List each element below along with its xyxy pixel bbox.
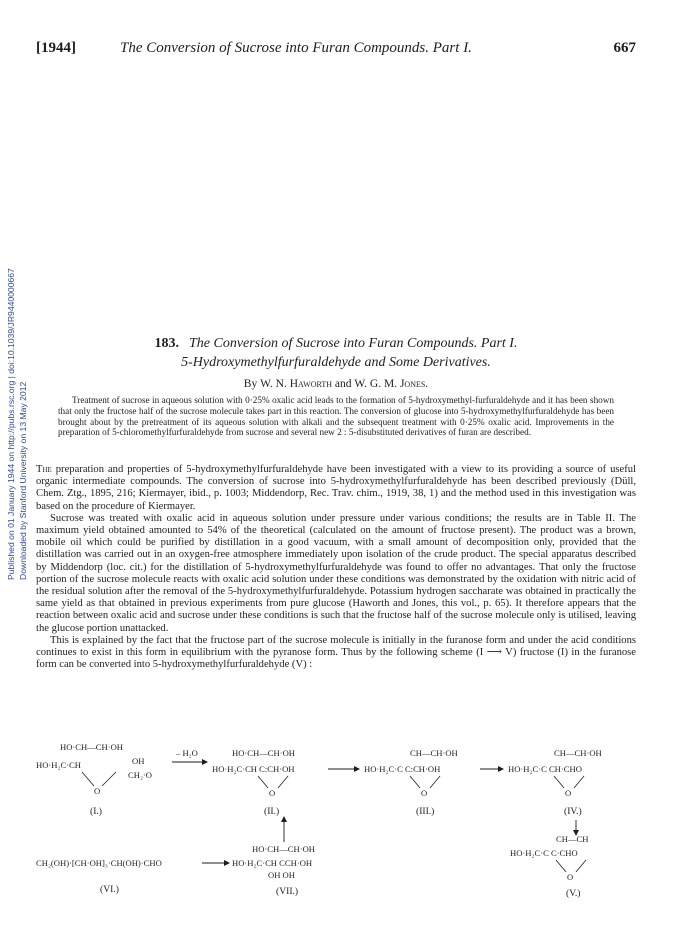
drop-word: The: [36, 464, 52, 475]
running-title: The Conversion of Sucrose into Furan Compounds. Part I.: [120, 40, 472, 56]
compound-II-label: (II.): [264, 806, 280, 817]
ring-bond: [102, 772, 116, 786]
ring-oxygen: O: [269, 788, 276, 798]
compound-II: [212, 748, 295, 817]
compound-V: [510, 834, 588, 899]
ring-oxygen: O: [567, 872, 574, 882]
author-2: W. G. M. Jones.: [354, 378, 429, 390]
journal-year: [1944]: [36, 40, 76, 56]
arrow-VII-II: [281, 816, 287, 842]
byline: [36, 374, 636, 394]
compound-V-mid: HO·H₂C·C C·CHO: [510, 848, 578, 858]
compound-VI-label: (VI.): [100, 884, 119, 895]
arrow-III-IV: [480, 766, 504, 772]
arrow-II-III: [328, 766, 360, 772]
compound-I-left: HO·H₂C·CH: [36, 760, 82, 770]
compound-VII-bottom: OH OH: [268, 870, 295, 880]
compound-III-mid: HO·H₂C·C C:CH·OH: [364, 764, 441, 774]
arrow-VI-VII: [202, 860, 230, 866]
byline-and: and: [334, 378, 352, 390]
page-number: 667: [613, 40, 636, 56]
ring-oxygen: O: [421, 788, 428, 798]
compound-V-top: CH—CH: [556, 834, 589, 844]
compound-VI-formula: CH₂(OH)·[CH·OH]₃·CH(OH)·CHO: [36, 858, 162, 868]
compound-IV: [508, 748, 602, 817]
download-notice-text: Downloaded by Stanford University on 13 May 2012: [18, 381, 28, 580]
scheme-svg: [36, 742, 636, 902]
compound-VII: [232, 844, 315, 897]
paragraph-1-text: preparation and properties of 5-hydroxymethylfurfuraldehyde have been investigated with a view to its providing a source of useful organic intermediate compounds. The conversion of sucrose into 5-hydroxymethylfurfuraldehyde has been described previously (Düll, Chem. Ztg., 1895, 216; Kiermayer, ibid., p. 1003; Middendorp, Rec. Trav. chim., 1919, 38, 1) and the method used in this investigation was based on the procedure of Kiermayer.: [36, 464, 636, 512]
download-notice: [0, 190, 30, 590]
publication-notice: Published on 01 January 1944 on http://pubs.rsc.org | doi:10.1039/JR9440000667: [6, 268, 16, 580]
compound-II-mid: HO·H₂C·CH C:CH·OH: [212, 764, 295, 774]
compound-I-top: HO·CH—CH·OH: [60, 742, 124, 752]
article-subtitle: 5-Hydroxymethylfurfuraldehyde and Some Derivatives.: [181, 355, 491, 370]
reaction-scheme: [36, 742, 636, 902]
compound-VII-mid: HO·H₂C·CH CCH·OH: [232, 858, 313, 868]
compound-VII-top: HO·CH—CH·OH: [252, 844, 316, 854]
abstract: Treatment of sucrose in aqueous solution with 0·25% oxalic acid leads to the formation of 5-hydroxymethyl-furfuraldehyde and it has been shown that only the fructose half of the sucrose molecule takes part in this reaction. The conversion of glucose into 5-hydroxymethylfurfuraldehyde has been brought about by the pretreatment of its aqueous solution with alkali and the subsequent treatment with 0·25% oxalic acid. Improvements in the preparation of 5-chloromethylfurfuraldehyde from sucrose and several new 2 : 5-disubstituted derivatives of furan are described.: [58, 395, 614, 438]
article-heading: [36, 335, 636, 394]
compound-IV-label: (IV.): [564, 806, 582, 817]
compound-VI: [36, 858, 162, 895]
compound-V-label: (V.): [566, 888, 581, 899]
compound-I: [36, 742, 152, 817]
byline-prefix: By: [243, 378, 258, 390]
compound-I-label: (I.): [90, 806, 102, 817]
compound-VII-label: (VII.): [276, 886, 299, 897]
compound-III-top: CH—CH·OH: [410, 748, 458, 758]
ring-bond: [82, 772, 94, 786]
article-body: [36, 464, 636, 671]
compound-III-label: (III.): [416, 806, 435, 817]
compound-IV-top: CH—CH·OH: [554, 748, 602, 758]
arrow-I-II: [172, 748, 208, 765]
ring-oxygen: O: [94, 786, 101, 796]
paragraph-2: Sucrose was treated with oxalic acid in aqueous solution under pressure under various conditions; the results are in Table II. The maximum yield obtained amounted to 54% of the theoretical (calculated on the amount of fructose present). The product was a brown, mobile oil which could be purified by distillation in a good vacuum, with a small amount of decomposition only, provided that the distillation was carried out in an oxygen-free atmosphere immediately upon isolation of the crude product. The special apparatus described by Middendorp (loc. cit.) for the distillation of 5-hydroxymethylfurfuraldehyde was found to offer no advantages. That only the fructose portion of the sucrose molecule reacts with oxalic acid solution under these conditions was demonstrated by the oxidation with nitric acid of the residual solution after the removal of the 5-hydroxymethylfurfuraldehyde. Potassium hydrogen saccharate was obtained in practically the same yield as that obtained in previous experiments from pure glucose (Haworth and Jones, this vol., p. 65). It therefore appears that the reaction between oxalic acid and sucrose under these conditions is such that the fructose half of the sucrose molecule only is utilised, leaving the glucose portion unattacked.: [36, 512, 636, 634]
compound-I-ch2o: CH₂·O: [128, 770, 153, 780]
running-head: [36, 40, 636, 62]
paragraph-1: [36, 464, 636, 513]
compound-IV-mid: HO·H₂C·C CH·CHO: [508, 764, 582, 774]
compound-I-oh: OH: [132, 756, 145, 766]
dehydration-label: – H₂O: [176, 748, 198, 758]
compound-III: [364, 748, 458, 817]
compound-II-top: HO·CH—CH·OH: [232, 748, 296, 758]
article-number: 183.: [154, 336, 179, 351]
ring-oxygen: O: [565, 788, 572, 798]
article-title-line1: [36, 335, 636, 353]
article-title: The Conversion of Sucrose into Furan Compounds. Part I.: [189, 336, 518, 351]
paragraph-3: This is explained by the fact that the fructose part of the sucrose molecule is initially in the furanose form and under the acid conditions continues to exist in this form in equilibrium with the pyranose form. Thus by the following scheme (I ⟶ V) fructose (I) in the furanose form can be converted into 5-hydroxymethylfurfuraldehyde (V) :: [36, 634, 636, 671]
author-1: W. N. Haworth: [260, 378, 332, 390]
